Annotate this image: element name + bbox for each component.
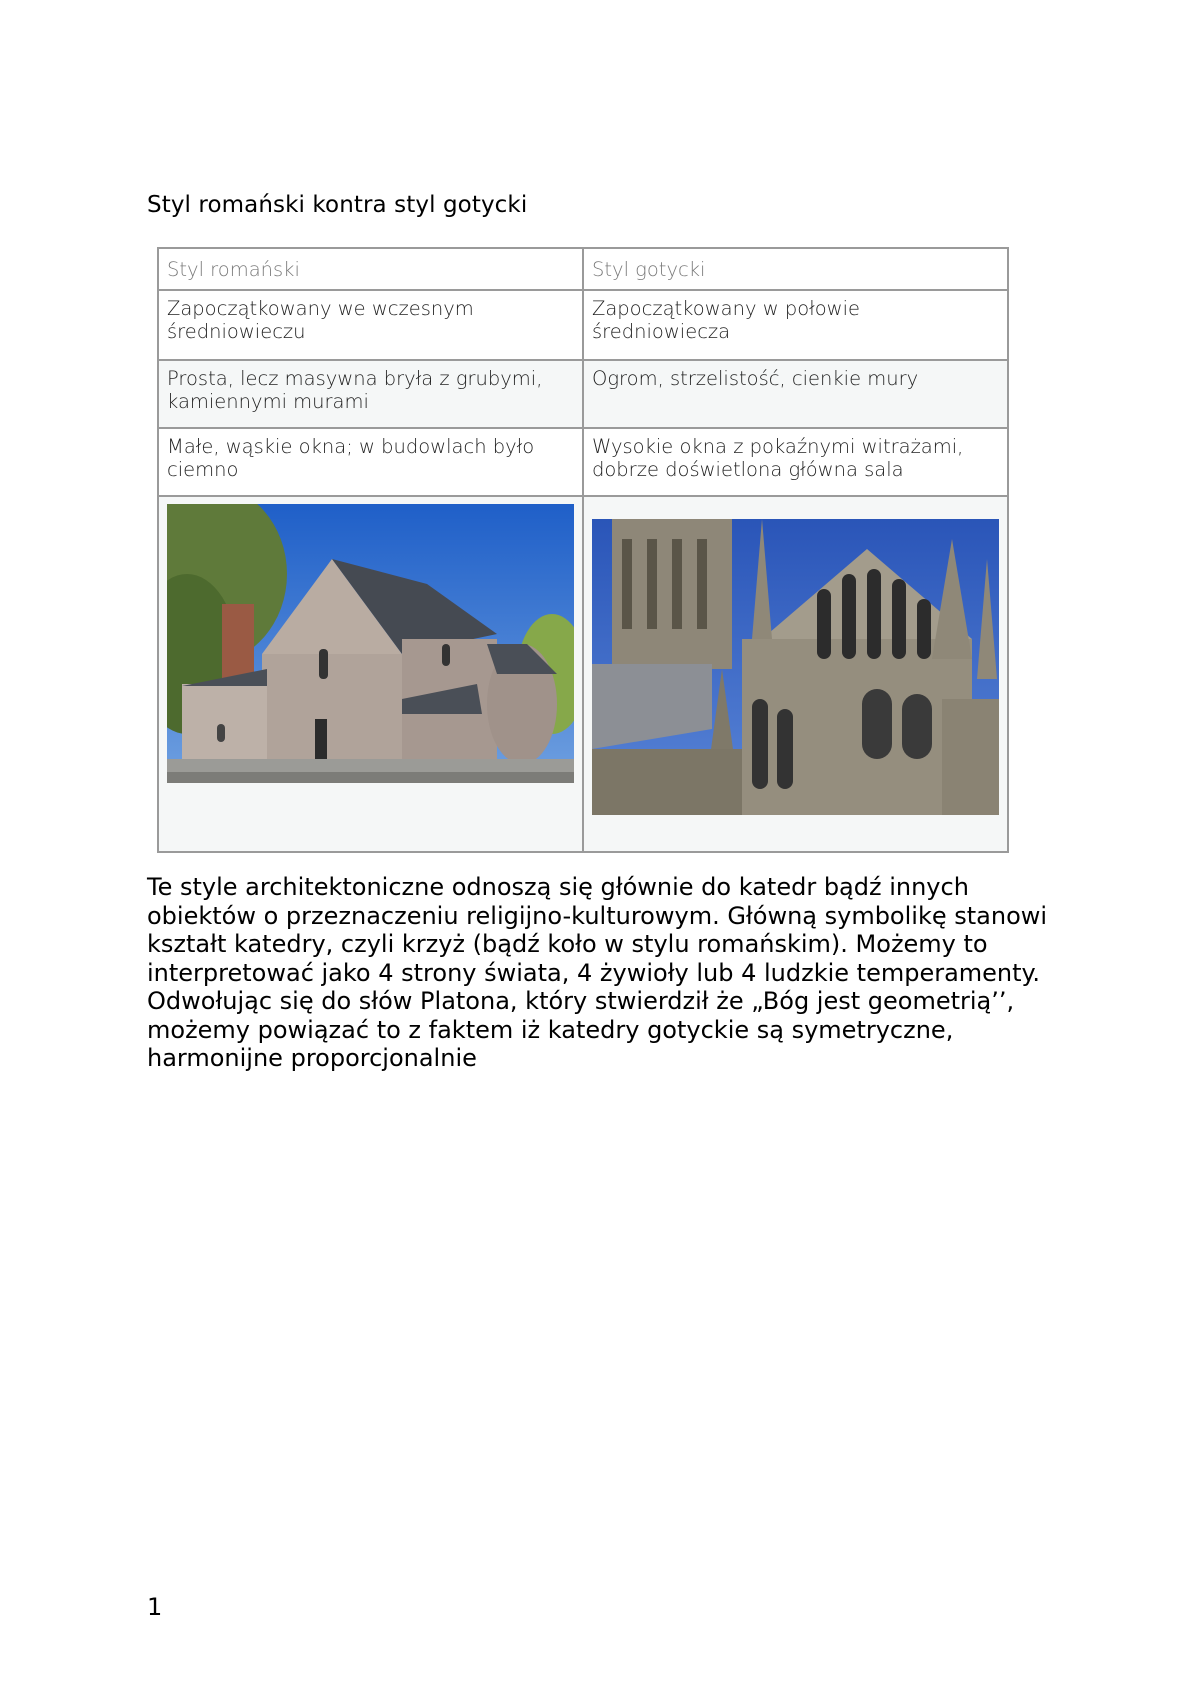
cell-gothic-image: [583, 496, 1008, 852]
table-row: [158, 428, 1008, 496]
table-header-row: [158, 248, 1008, 290]
cell-romanesque-windows: Małe, wąskie okna; w budowlach było ciemno: [158, 428, 583, 496]
header-gothic: Styl gotycki: [583, 248, 1008, 290]
header-romanesque: Styl romański: [158, 248, 583, 290]
cell-romanesque-image: [158, 496, 583, 852]
table-row: [158, 360, 1008, 428]
page-number: 1: [147, 1593, 163, 1621]
page-title: Styl romański kontra styl gotycki: [147, 192, 528, 218]
cell-romanesque-form: Prosta, lecz masywna bryła z grubymi, kamiennymi murami: [158, 360, 583, 428]
table-row: [158, 290, 1008, 360]
table-image-row: [158, 496, 1008, 852]
comparison-table: [157, 247, 1009, 853]
body-paragraph: Te style architektoniczne odnoszą się głównie do katedr bądź innych obiektów o przeznaczeniu religijno-kulturowym. Główną symbolikę stanowi kształt katedry, czyli krzyż (bądź koło w stylu romańskim). Możemy to interpretować jako 4 strony świata, 4 żywioły lub 4 ludzkie temperamenty. Odwołując się do słów Platona, który stwierdził że „Bóg jest geometrią’’, możemy powiązać to z faktem iż katedry gotyckie są symetryczne, harmonijne proporcjonalnie: [147, 873, 1048, 1072]
cell-romanesque-origin: Zapoczątkowany we wczesnym średniowieczu: [158, 290, 583, 360]
gothic-cathedral-photo: [592, 519, 999, 815]
cell-gothic-origin: Zapoczątkowany w połowie średniowiecza: [583, 290, 1008, 360]
romanesque-church-photo: [167, 504, 574, 783]
cell-gothic-form: Ogrom, strzelistość, cienkie mury: [583, 360, 1008, 428]
cell-gothic-windows: Wysokie okna z pokaźnymi witrażami, dobrze doświetlona główna sala: [583, 428, 1008, 496]
